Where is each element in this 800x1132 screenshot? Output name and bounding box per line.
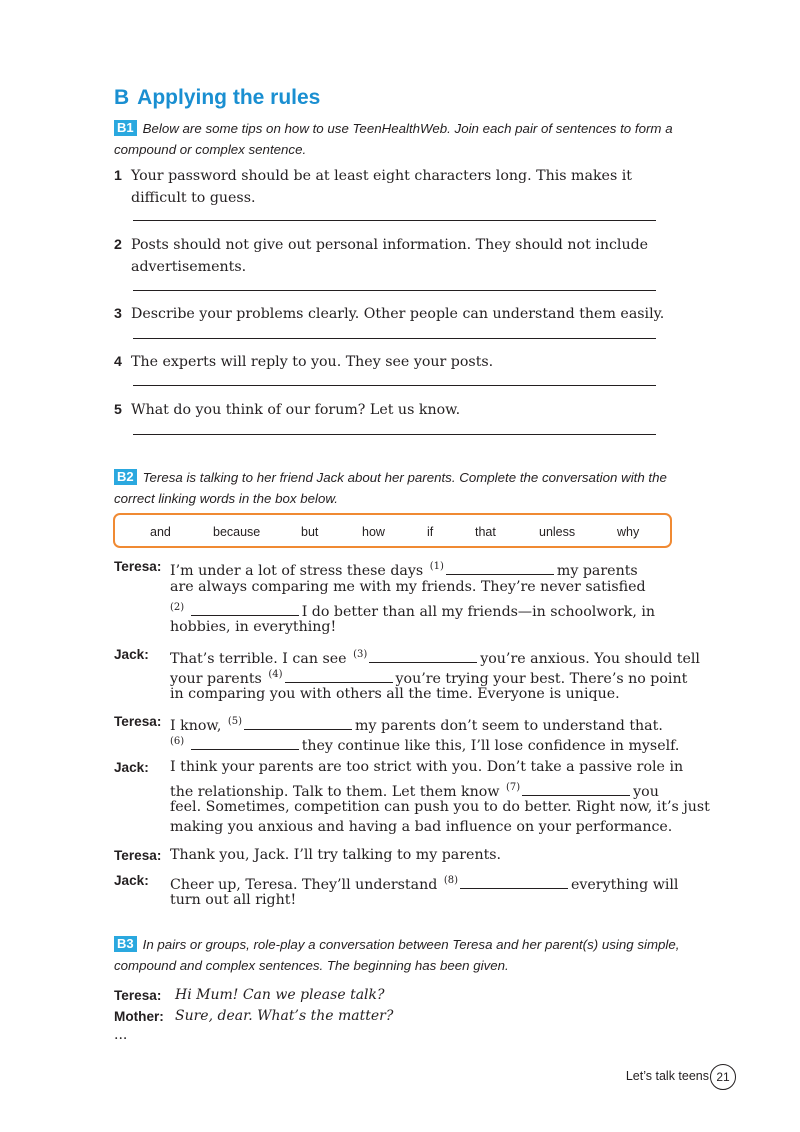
blank-number: (3) bbox=[353, 649, 368, 660]
item-number: 3 bbox=[114, 306, 122, 322]
item-text: The experts will reply to you. They see your posts. bbox=[131, 354, 494, 370]
blank-3[interactable] bbox=[369, 649, 477, 663]
item-text: What do you think of our forum? Let us know. bbox=[131, 402, 461, 418]
dialogue-line bbox=[170, 757, 683, 778]
word-option: if bbox=[427, 525, 434, 539]
line-text: I know, bbox=[170, 718, 222, 734]
answer-line-3[interactable] bbox=[133, 338, 656, 339]
blank-number: (6) bbox=[170, 736, 185, 747]
answer-line-5[interactable] bbox=[133, 434, 656, 435]
blank-number: (7) bbox=[505, 782, 521, 793]
blank-2[interactable] bbox=[191, 602, 299, 616]
line-text: feel. Sometimes, competition can push you to do better. Right now, it’s just bbox=[170, 799, 710, 815]
b3-speaker: Teresa: bbox=[114, 988, 162, 1003]
b3-line-text: Hi Mum! Can we please talk? bbox=[175, 987, 385, 1003]
line-text: my parents don’t seem to understand that. bbox=[355, 718, 663, 734]
line-text: in comparing you with others all the time. Everyone is unique. bbox=[170, 686, 620, 702]
b1-instruction bbox=[114, 118, 694, 160]
line-text: Thank you, Jack. I’ll try talking to my parents. bbox=[170, 847, 502, 863]
speaker-teresa: Teresa: bbox=[114, 848, 162, 863]
b1-badge: B1 bbox=[114, 120, 137, 136]
blank-5[interactable] bbox=[244, 716, 352, 730]
dialogue-line bbox=[170, 684, 620, 705]
word-option: unless bbox=[539, 525, 576, 539]
answer-line-4[interactable] bbox=[133, 385, 656, 386]
b3-badge: B3 bbox=[114, 936, 137, 952]
line-text: are always comparing me with my friends. They’re never satisfied bbox=[170, 579, 646, 595]
blank-1[interactable] bbox=[446, 561, 554, 575]
word-option: because bbox=[213, 525, 261, 539]
line-text: you’re trying your best. There’s no point bbox=[395, 671, 688, 687]
item-text: Posts should not give out personal information. They should not include advertisements. bbox=[131, 237, 649, 275]
b1-item-2 bbox=[114, 234, 674, 278]
dialogue-line bbox=[170, 845, 501, 866]
item-text: Describe your problems clearly. Other people can understand them easily. bbox=[131, 306, 665, 322]
dialogue-line bbox=[170, 890, 296, 911]
line-text: your parents bbox=[170, 671, 262, 687]
section-heading bbox=[114, 86, 320, 110]
blank-number: (8) bbox=[443, 875, 458, 886]
b3-ellipsis: ... bbox=[114, 1027, 128, 1043]
line-text: That’s terrible. I can see bbox=[170, 651, 347, 667]
dialogue-line bbox=[170, 577, 646, 598]
blank-6[interactable] bbox=[191, 736, 299, 750]
line-text: you’re anxious. You should tell bbox=[480, 651, 700, 667]
answer-line-1[interactable] bbox=[133, 220, 656, 221]
b1-item-1 bbox=[114, 165, 674, 209]
blank-number: (1) bbox=[429, 561, 444, 572]
line-text: making you anxious and having a bad influence on your performance. bbox=[170, 819, 673, 835]
blank-number: (5) bbox=[227, 716, 243, 727]
blank-7[interactable] bbox=[522, 782, 630, 796]
word-option: and bbox=[150, 525, 171, 539]
b1-item-5 bbox=[114, 399, 674, 421]
line-text: hobbies, in everything! bbox=[170, 619, 337, 635]
line-text: I do better than all my friends—in schoolwork, in bbox=[301, 604, 656, 620]
b2-badge: B2 bbox=[114, 469, 137, 485]
item-text: Your password should be at least eight characters long. This makes it difficult to guess. bbox=[131, 168, 632, 206]
speaker-teresa: Teresa: bbox=[114, 559, 162, 574]
section-title: Applying the rules bbox=[137, 86, 321, 109]
b3-instruction bbox=[114, 934, 694, 976]
line-text: my parents bbox=[556, 563, 638, 579]
item-number: 2 bbox=[114, 237, 122, 253]
item-number: 5 bbox=[114, 402, 122, 418]
dialogue-line bbox=[170, 797, 710, 818]
item-number: 1 bbox=[114, 168, 122, 184]
line-text: they continue like this, I’ll lose confidence in myself. bbox=[301, 738, 680, 754]
speaker-jack: Jack: bbox=[114, 760, 149, 775]
line-text: the relationship. Talk to them. Let them know bbox=[170, 784, 500, 800]
b2-instruction bbox=[114, 467, 694, 509]
line-text: I think your parents are too strict with you. Don’t take a passive role in bbox=[170, 759, 684, 775]
dialogue-line bbox=[170, 731, 679, 757]
footer-text: Let’s talk teens bbox=[625, 1069, 709, 1083]
page-number: 21 bbox=[710, 1064, 736, 1090]
blank-number: (2) bbox=[170, 602, 185, 613]
speaker-jack: Jack: bbox=[114, 647, 149, 662]
line-text: everything will bbox=[571, 877, 679, 893]
dialogue-line bbox=[170, 617, 336, 638]
line-text: I’m under a lot of stress these days bbox=[170, 563, 424, 579]
line-text: Cheer up, Teresa. They’ll understand bbox=[170, 877, 438, 893]
speaker-teresa: Teresa: bbox=[114, 714, 162, 729]
speaker-jack: Jack: bbox=[114, 873, 149, 888]
line-text: you bbox=[633, 784, 659, 800]
word-option: how bbox=[362, 525, 385, 539]
word-box bbox=[113, 513, 672, 548]
item-number: 4 bbox=[114, 354, 122, 370]
b3-line-text: Sure, dear. What’s the matter? bbox=[175, 1008, 394, 1024]
b1-item-3 bbox=[114, 303, 674, 325]
blank-8[interactable] bbox=[460, 875, 568, 889]
word-option: but bbox=[301, 525, 319, 539]
blank-4[interactable] bbox=[285, 669, 393, 683]
line-text: turn out all right! bbox=[170, 892, 297, 908]
b1-instruction-text: Below are some tips on how to use TeenHealthWeb. Join each pair of sentences to form a compound or complex sentence. bbox=[114, 121, 673, 157]
answer-line-2[interactable] bbox=[133, 290, 656, 291]
word-option: that bbox=[475, 525, 496, 539]
blank-number: (4) bbox=[268, 669, 283, 680]
b3-speaker: Mother: bbox=[114, 1009, 164, 1024]
dialogue-line bbox=[170, 817, 672, 838]
section-letter: B bbox=[114, 86, 130, 109]
b1-item-4 bbox=[114, 351, 674, 373]
b2-instruction-text: Teresa is talking to her friend Jack about her parents. Complete the conversation with the correct linking words in the box below. bbox=[114, 470, 667, 506]
b3-instruction-text: In pairs or groups, role-play a conversation between Teresa and her parent(s) using simple, compound and complex sentences. The beginning has been given. bbox=[114, 937, 680, 973]
word-option: why bbox=[617, 525, 640, 539]
